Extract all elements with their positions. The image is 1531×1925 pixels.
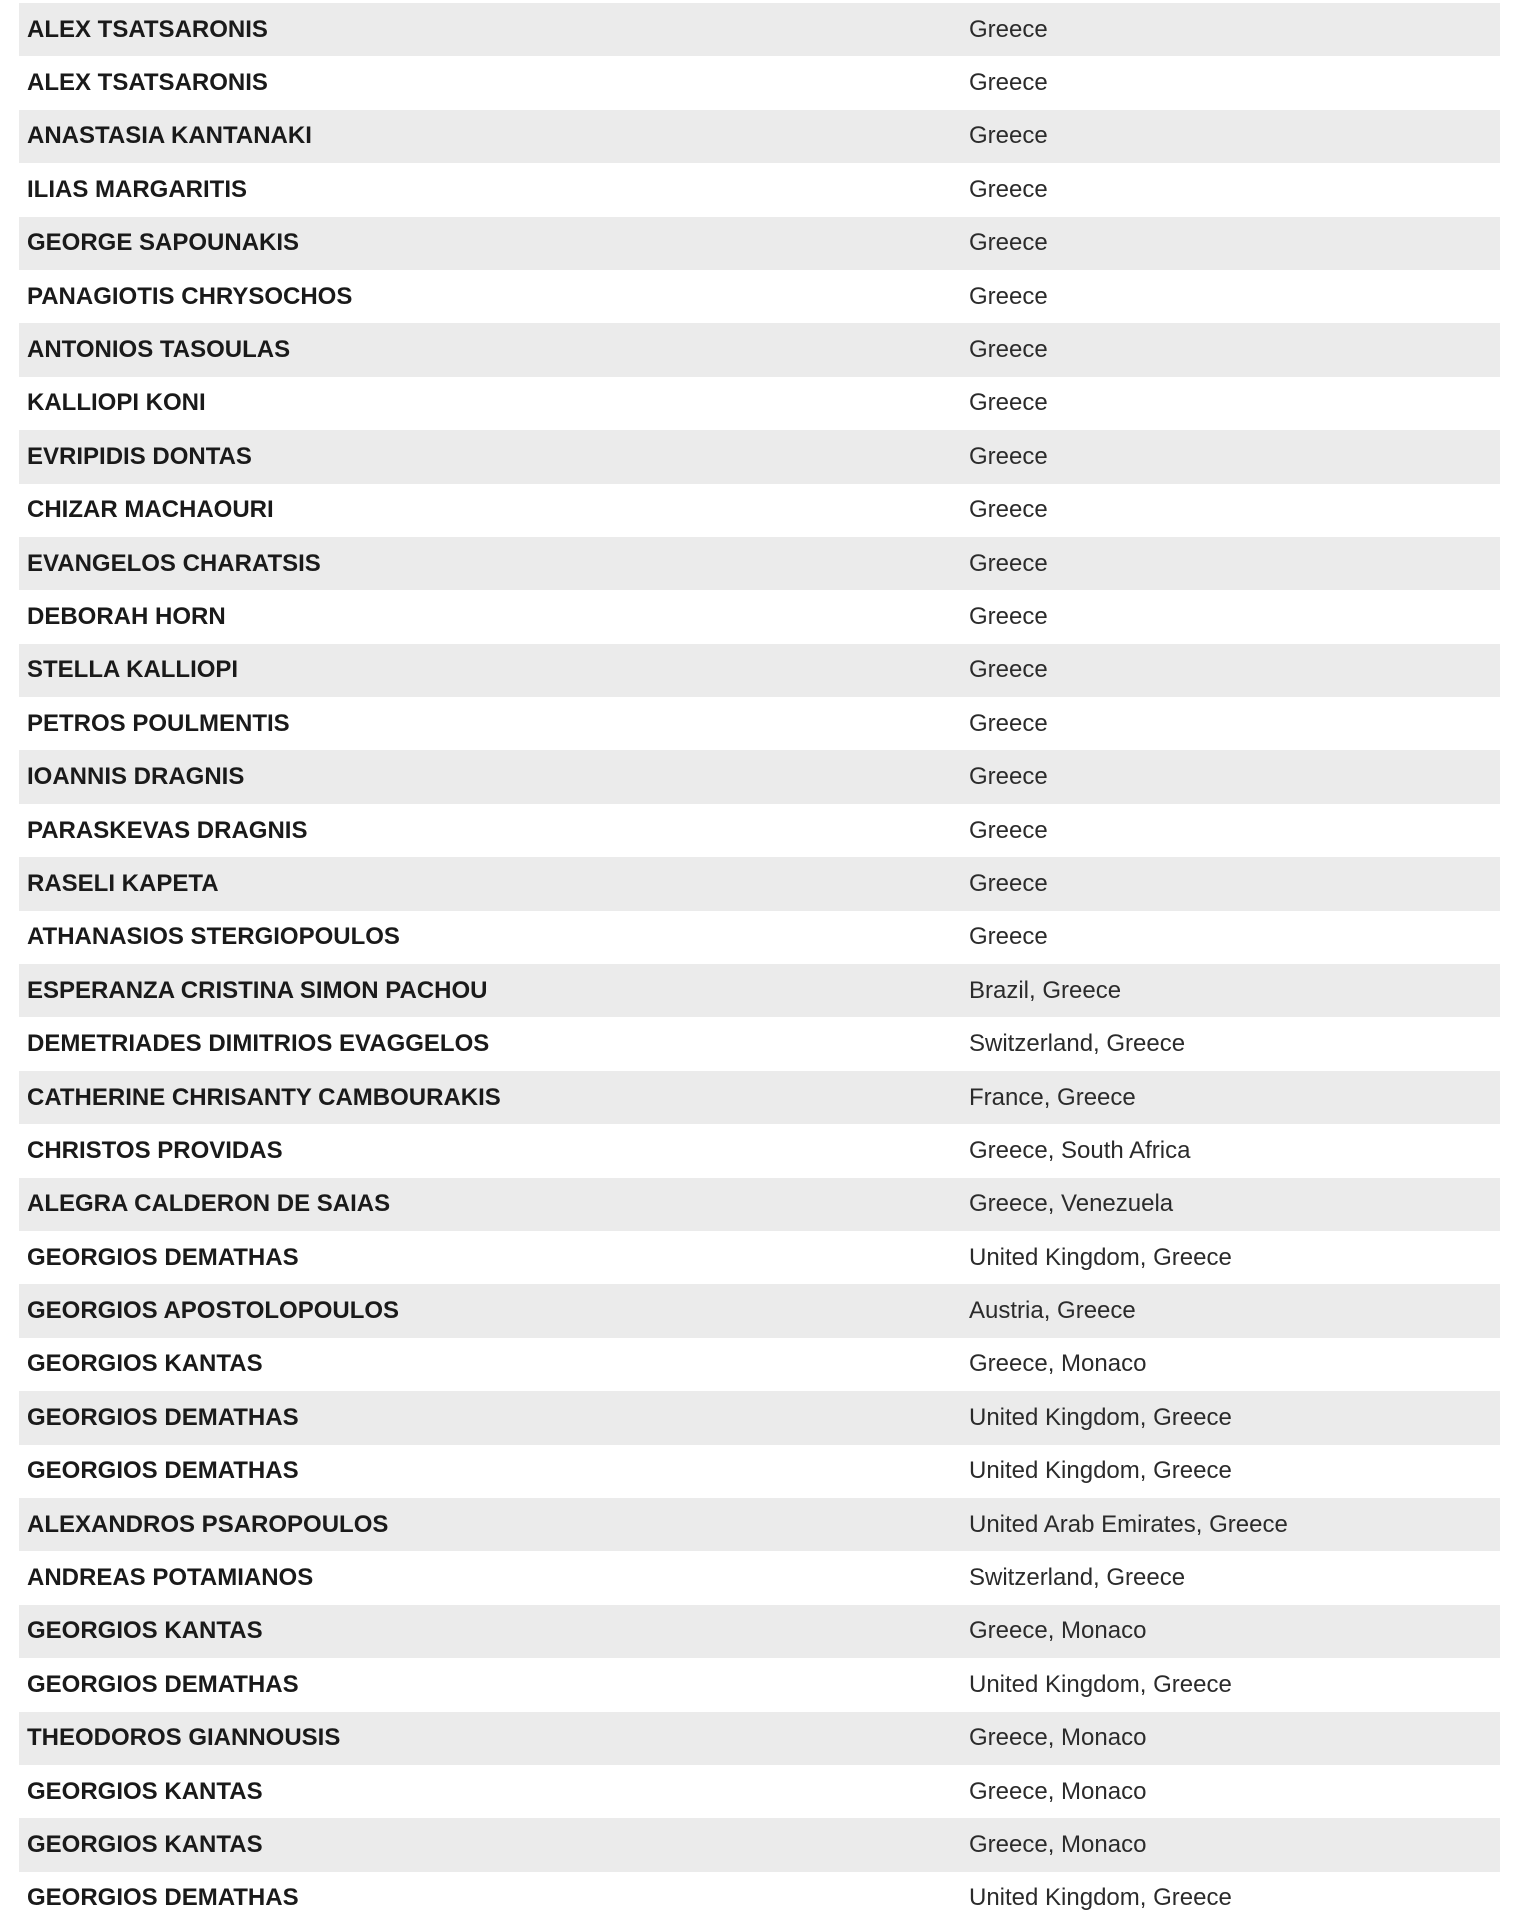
country-cell: Greece bbox=[969, 175, 1048, 203]
table-row bbox=[19, 1338, 1500, 1391]
country-cell: Greece bbox=[969, 549, 1048, 577]
person-name-cell: ATHANASIOS STERGIOPOULOS bbox=[27, 923, 400, 951]
person-name-cell: GEORGIOS KANTAS bbox=[27, 1617, 263, 1645]
table-row bbox=[19, 377, 1500, 430]
country-cell: Greece bbox=[969, 15, 1048, 43]
table-row bbox=[19, 964, 1500, 1017]
person-name-cell: GEORGIOS KANTAS bbox=[27, 1350, 263, 1378]
person-name-cell: GEORGIOS DEMATHAS bbox=[27, 1457, 299, 1485]
person-name-cell: GEORGIOS APOSTOLOPOULOS bbox=[27, 1297, 400, 1325]
person-name-cell: RASELI KAPETA bbox=[27, 869, 219, 897]
table-row bbox=[19, 1712, 1500, 1765]
table-row bbox=[19, 56, 1500, 109]
person-name-cell: ANTONIOS TASOULAS bbox=[27, 336, 291, 364]
country-cell: Switzerland, Greece bbox=[969, 1030, 1186, 1058]
table-row bbox=[19, 697, 1500, 750]
person-name-cell: GEORGIOS DEMATHAS bbox=[27, 1670, 299, 1698]
table-row bbox=[19, 590, 1500, 643]
country-cell: Greece bbox=[969, 229, 1048, 257]
country-cell: Greece bbox=[969, 282, 1048, 310]
country-cell: Greece bbox=[969, 602, 1048, 630]
table-row bbox=[19, 1124, 1500, 1177]
table-row bbox=[19, 1391, 1500, 1444]
country-cell: Switzerland, Greece bbox=[969, 1564, 1186, 1592]
country-cell: Greece bbox=[969, 442, 1048, 470]
country-cell: Greece, Venezuela bbox=[969, 1190, 1174, 1218]
table-row bbox=[19, 750, 1500, 803]
table-row bbox=[19, 804, 1500, 857]
person-name-cell: PETROS POULMENTIS bbox=[27, 709, 290, 737]
country-cell: Greece, Monaco bbox=[969, 1777, 1147, 1805]
table-row bbox=[19, 217, 1500, 270]
country-cell: Greece bbox=[969, 763, 1048, 791]
country-cell: United Kingdom, Greece bbox=[969, 1457, 1232, 1485]
country-cell: Greece, Monaco bbox=[969, 1350, 1147, 1378]
person-name-cell: ANASTASIA KANTANAKI bbox=[27, 122, 312, 150]
table-row bbox=[19, 1872, 1500, 1925]
person-name-cell: GEORGIOS DEMATHAS bbox=[27, 1243, 299, 1271]
table-row bbox=[19, 110, 1500, 163]
table-row bbox=[19, 270, 1500, 323]
table-row bbox=[19, 1284, 1500, 1337]
person-name-cell: ALEX TSATSARONIS bbox=[27, 69, 268, 97]
person-name-cell: GEORGE SAPOUNAKIS bbox=[27, 229, 300, 257]
results-table bbox=[19, 3, 1500, 1925]
country-cell: United Arab Emirates, Greece bbox=[969, 1510, 1288, 1538]
person-name-cell: GEORGIOS DEMATHAS bbox=[27, 1884, 299, 1912]
country-cell: France, Greece bbox=[969, 1083, 1136, 1111]
country-cell: Greece bbox=[969, 69, 1048, 97]
country-cell: Greece bbox=[969, 923, 1048, 951]
person-name-cell: DEBORAH HORN bbox=[27, 602, 226, 630]
person-name-cell: ILIAS MARGARITIS bbox=[27, 175, 247, 203]
person-name-cell: EVRIPIDIS DONTAS bbox=[27, 442, 252, 470]
country-cell: Greece bbox=[969, 656, 1048, 684]
country-cell: United Kingdom, Greece bbox=[969, 1884, 1232, 1912]
country-cell: Greece, Monaco bbox=[969, 1830, 1147, 1858]
country-cell: Austria, Greece bbox=[969, 1297, 1136, 1325]
person-name-cell: EVANGELOS CHARATSIS bbox=[27, 549, 321, 577]
country-cell: Greece bbox=[969, 122, 1048, 150]
country-cell: Greece bbox=[969, 336, 1048, 364]
table-row bbox=[19, 1445, 1500, 1498]
table-row bbox=[19, 644, 1500, 697]
person-name-cell: STELLA KALLIOPI bbox=[27, 656, 239, 684]
person-name-cell: DEMETRIADES DIMITRIOS EVAGGELOS bbox=[27, 1030, 490, 1058]
table-row bbox=[19, 1551, 1500, 1604]
country-cell: Greece, South Africa bbox=[969, 1136, 1191, 1164]
table-row bbox=[19, 1178, 1500, 1231]
table-row bbox=[19, 163, 1500, 216]
country-cell: Greece bbox=[969, 869, 1048, 897]
country-cell: Greece bbox=[969, 496, 1048, 524]
person-name-cell: ALEX TSATSARONIS bbox=[27, 15, 268, 43]
table-row bbox=[19, 484, 1500, 537]
table-row bbox=[19, 1658, 1500, 1711]
person-name-cell: ALEXANDROS PSAROPOULOS bbox=[27, 1510, 389, 1538]
person-name-cell: KALLIOPI KONI bbox=[27, 389, 206, 417]
table-row bbox=[19, 1765, 1500, 1818]
country-cell: Greece bbox=[969, 816, 1048, 844]
country-cell: United Kingdom, Greece bbox=[969, 1670, 1232, 1698]
country-cell: Greece bbox=[969, 709, 1048, 737]
table-row bbox=[19, 1498, 1500, 1551]
table-row bbox=[19, 430, 1500, 483]
person-name-cell: PANAGIOTIS CHRYSOCHOS bbox=[27, 282, 353, 310]
country-cell: United Kingdom, Greece bbox=[969, 1243, 1232, 1271]
person-name-cell: GEORGIOS KANTAS bbox=[27, 1830, 263, 1858]
person-name-cell: PARASKEVAS DRAGNIS bbox=[27, 816, 308, 844]
person-name-cell: CHRISTOS PROVIDAS bbox=[27, 1136, 283, 1164]
country-cell: Greece, Monaco bbox=[969, 1724, 1147, 1752]
table-row bbox=[19, 857, 1500, 910]
table-row bbox=[19, 3, 1500, 56]
person-name-cell: ESPERANZA CRISTINA SIMON PACHOU bbox=[27, 976, 488, 1004]
table-row bbox=[19, 1071, 1500, 1124]
country-cell: Greece, Monaco bbox=[969, 1617, 1147, 1645]
person-name-cell: CHIZAR MACHAOURI bbox=[27, 496, 274, 524]
person-name-cell: GEORGIOS KANTAS bbox=[27, 1777, 263, 1805]
country-cell: United Kingdom, Greece bbox=[969, 1403, 1232, 1431]
table-row bbox=[19, 1605, 1500, 1658]
person-name-cell: ALEGRA CALDERON DE SAIAS bbox=[27, 1190, 391, 1218]
table-row bbox=[19, 911, 1500, 964]
table-row bbox=[19, 1017, 1500, 1070]
table-row bbox=[19, 1818, 1500, 1871]
person-name-cell: THEODOROS GIANNOUSIS bbox=[27, 1724, 341, 1752]
table-row bbox=[19, 323, 1500, 376]
table-row bbox=[19, 1231, 1500, 1284]
table-body bbox=[19, 3, 1500, 1925]
person-name-cell: CATHERINE CHRISANTY CAMBOURAKIS bbox=[27, 1083, 501, 1111]
person-name-cell: IOANNIS DRAGNIS bbox=[27, 763, 245, 791]
person-name-cell: ANDREAS POTAMIANOS bbox=[27, 1564, 314, 1592]
people-country-table bbox=[19, 3, 1500, 1925]
person-name-cell: GEORGIOS DEMATHAS bbox=[27, 1403, 299, 1431]
table-row bbox=[19, 537, 1500, 590]
country-cell: Greece bbox=[969, 389, 1048, 417]
country-cell: Brazil, Greece bbox=[969, 976, 1122, 1004]
